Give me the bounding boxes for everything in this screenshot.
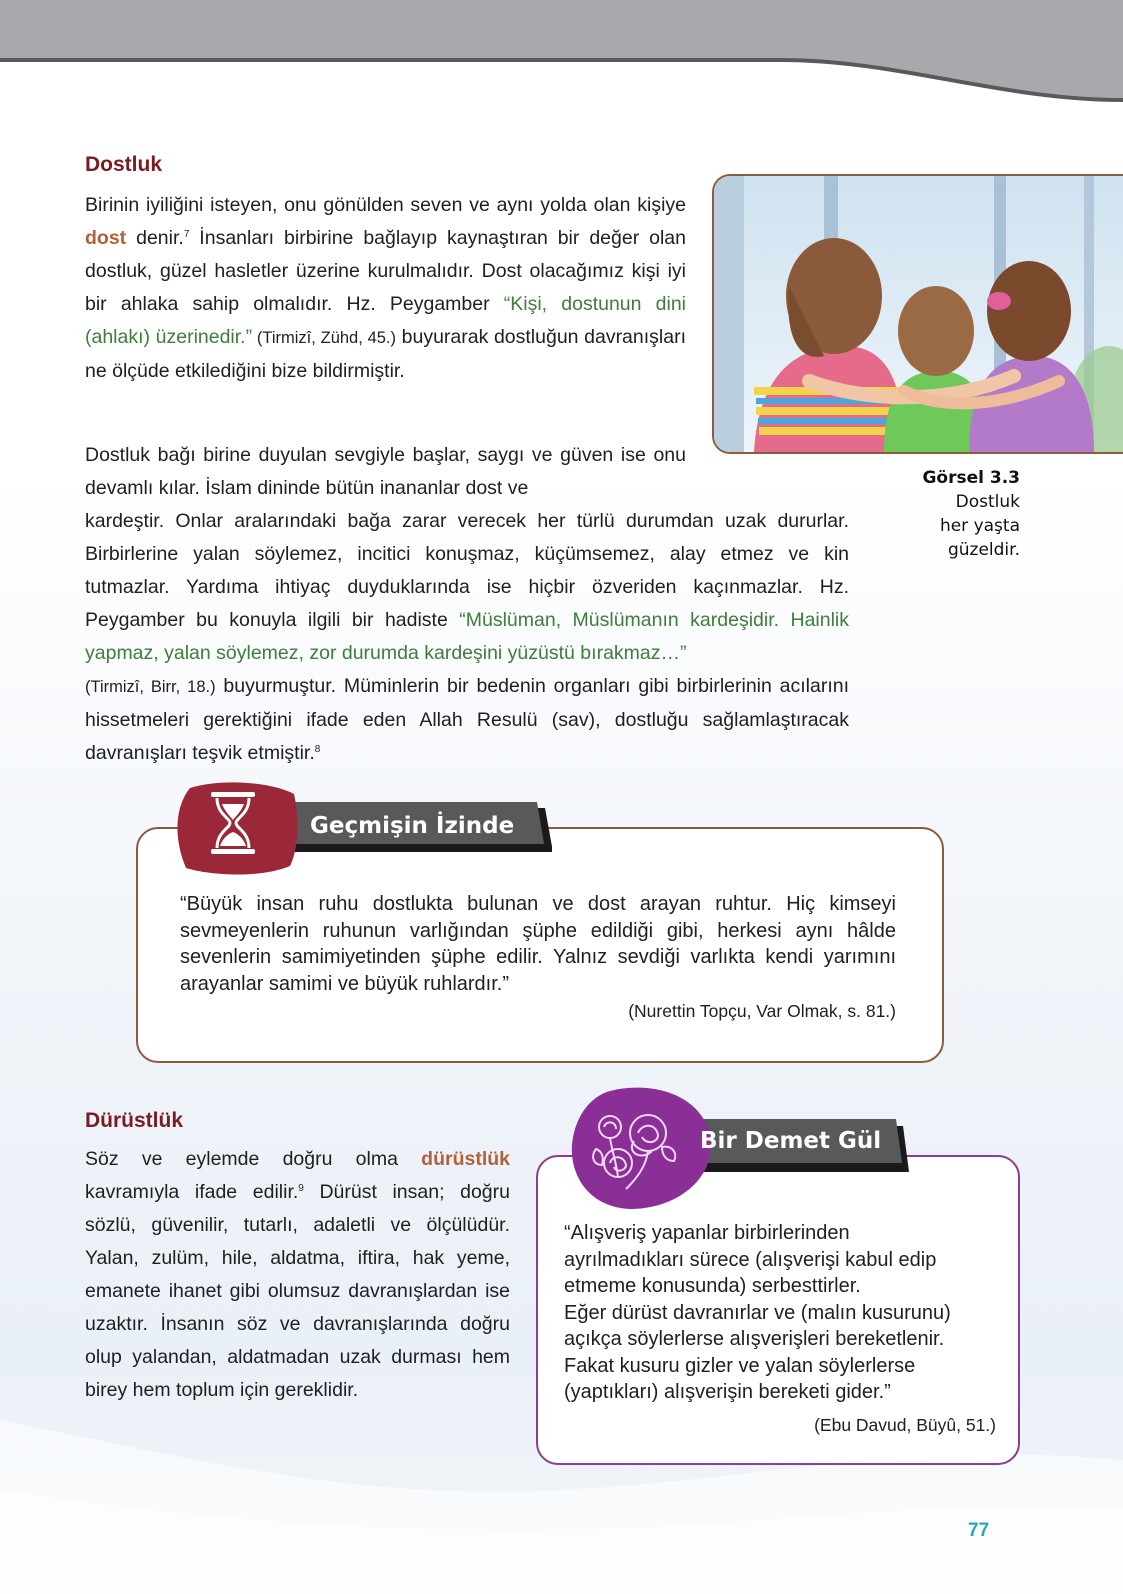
caption-line: güzeldir. [947,540,1020,560]
children-hugging-illustration [714,176,1123,452]
footnote-ref: 9 [298,1183,304,1194]
text-run: kavramıyla ifade edilir. [85,1181,299,1203]
quote-source: (Ebu Davud, Büyû, 51.) [814,1415,996,1435]
hadith-quote: “Kişi, dostunun dini (ahlakı) üzerinedir.” [85,293,686,348]
section-heading-dostluk: Dostluk [85,153,163,176]
dostluk-paragraph-2b [85,505,849,770]
figure-number: Görsel 3.3 [922,468,1020,488]
quote-line: Eğer dürüst davranırlar ve (malın kusurunu) [564,1301,951,1324]
nurettin-topcu-quote: “Büyük insan ruhu dostlukta bulunan ve dost arayan ruhtur. Hiç kimseyi sevmeyenlerin ruhunun varlığından şüphe edildiği gibi, herkesi aynı hâlde sevenlerin samimiyetinden şüphe edilir. Yalnız sevdiği varlıkta kendi yarımını arayanlar samimi ve büyük ruhlardır.” [180,893,896,995]
hadith-quote: “Müslüman, Müslümanın kardeşidir. Hainlik yapmaz, yalan söylemez, zor durumda kardeşini yüzüstü bırakmaz…” [85,609,850,664]
footnote-ref: 8 [314,744,321,755]
quote-line: etmeme konusunda) serbesttirler. [564,1275,861,1297]
text-run: buyurarak dostluğun davranışları ne ölçüde etkilediğini bize bildirmiştir. [85,326,687,382]
quote-line: açıkça söylerlerse alışverişleri bereketlenir. [564,1328,945,1350]
text-run: Birinin iyiliğini isteyen, onu gönülden seven ve aynı yolda olan kişiye [85,194,686,216]
keyword-durustluk: dürüstlük [421,1148,510,1170]
roses-icon [586,1105,686,1195]
top-band [0,0,1123,110]
text-run: Dürüst insan; doğru sözlü, güvenilir, tutarlı, adaletli ve ölçülüdür. Yalan, zulüm, hile, aldatma, iftira, hak yeme, emanete ihanet gibi olumsuz davranışlardan ise uzaktır. İnsanın söz ve davranışlarında doğru olup yalandan, aldatmadan uzak durması hem birey hem toplum için gereklidir. [85,1181,510,1401]
footnote-ref: 7 [183,229,190,240]
hadith-quote-block [564,1220,1004,1406]
keyword-dost: dost [85,227,127,249]
quote-line: (yaptıkları) alışverişin bereketi gider.” [564,1381,891,1403]
gecmisin-izinde-title: Geçmişin İzinde [310,813,515,839]
quote-line: ayrılmadıkları sürece (alışverişi kabul edip [564,1248,937,1271]
text-run: denir. [126,227,184,249]
figure-caption [880,466,1020,562]
hourglass-icon [208,790,258,856]
quote-line: Fakat kusuru gizler ve yalan söylerlerse [564,1354,916,1377]
quote-line: “Alışveriş yapanlar birbirlerinden [564,1222,850,1244]
bir-demet-gul-title: Bir Demet Gül [700,1128,882,1154]
caption-line: Dostluk [955,492,1020,512]
durustluk-paragraph [85,1143,510,1407]
section-heading-durustluk: Dürüstlük [85,1109,184,1132]
text-run: buyurmuştur. Müminlerin bir bedenin organları gibi birbirlerinin acılarını hissetmeleri gerektiğini ifade eden Allah Resulü (sav), dostluğu sağlamlaştıracak davranışları teşvik etmiştir. [85,675,849,764]
quote-source: (Nurettin Topçu, Var Olmak, s. 81.) [628,1001,896,1021]
caption-line: her yaşta [939,516,1020,536]
friendship-photo [712,174,1123,454]
citation: (Tirmizî, Zühd, 45.) [252,329,397,347]
citation: (Tirmizî, Birr, 18.) [85,678,216,696]
dostluk-paragraph-2a: Dostluk bağı birine duyulan sevgiyle başlar, saygı ve güven ise onu devamlı kılar. İslam dininde bütün inananlar dost ve [85,444,686,499]
text-run: kardeştir. Onlar aralarındaki bağa zarar verecek her türlü durumdan uzak dururlar. Birbirlerine yalan söylemez, incitici konuşmaz, küçümsemez, alay etmez ve kin tutmazlar. Yardıma ihtiyaç duyduklarında ise hiçbir özveriden kaçınmazlar. Hz. Peygamber bu konuyla ilgili bir hadiste [85,510,849,631]
dostluk-paragraph-1 [85,189,686,388]
text-run: İnsanları birbirine bağlayıp kaynaştıran bir değer olan dostluk, güzel hasletler üzerine kurulmalıdır. Dost olacağımız kişi iyi bir ahlaka sahip olmalıdır. Hz. Peygamber [85,227,686,315]
page-number: 77 [968,1520,990,1541]
text-run: Söz ve eylemde doğru olma [85,1148,422,1170]
